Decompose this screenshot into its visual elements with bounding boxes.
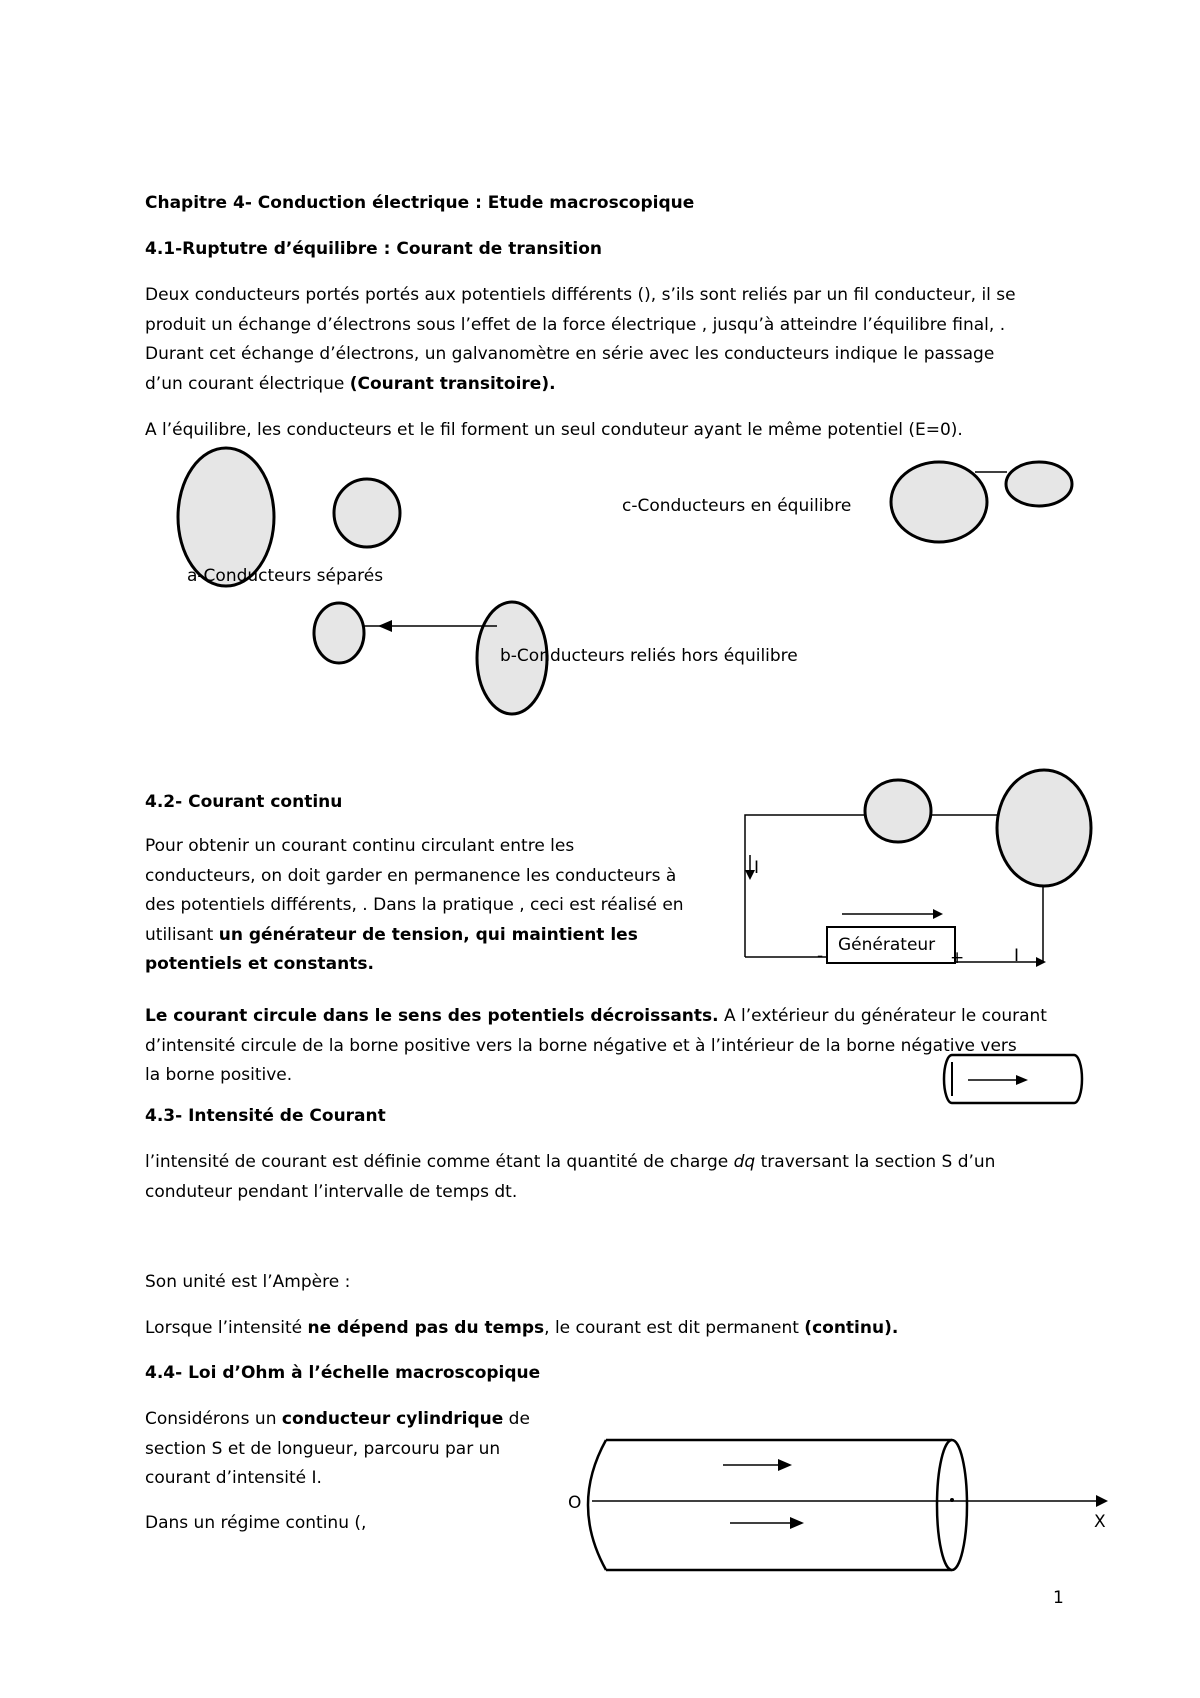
s41-line-4-text: d’un courant électrique bbox=[145, 373, 350, 394]
cylinder-arrowhead-top bbox=[778, 1459, 792, 1471]
label-b: b-Conducteurs reliés hors équilibre bbox=[500, 646, 798, 666]
section-4-1-equilibrium: A l’équilibre, les conducteurs et le fil forment un seul conduteur ayant le même potentiel (E=0). bbox=[145, 420, 963, 440]
cylinder-center-dot bbox=[950, 1498, 954, 1502]
s44-line-2: section S et de longueur, parcouru par un bbox=[145, 1438, 501, 1459]
s41-line-3: Durant cet échange d’électrons, un galvanomètre en série avec les conducteurs indique le passage bbox=[145, 344, 995, 364]
generator-minus: - bbox=[817, 946, 824, 966]
s42-line-3: des potentiels différents, . Dans la pratique , ceci est réalisé en bbox=[145, 895, 684, 915]
s42-line-5: potentiels et constants. bbox=[145, 954, 374, 974]
generator-plus: + bbox=[950, 948, 965, 968]
label-c: c-Conducteurs en équilibre bbox=[622, 496, 852, 516]
s43-line-2: conduteur pendant l’intervalle de temps dt. bbox=[145, 1181, 518, 1202]
s43-line-1-italic: dq bbox=[733, 1152, 756, 1172]
s42-line-2: conducteurs, on doit garder en permanence les conducteurs à bbox=[145, 865, 677, 886]
axis-x-label: X bbox=[1094, 1512, 1106, 1532]
s42-p2-line-3: la borne positive. bbox=[145, 1065, 293, 1085]
perm-bold: ne dépend pas du temps bbox=[307, 1318, 545, 1338]
cylinder-arrowhead-bottom bbox=[790, 1517, 804, 1529]
perm-b: , le courant est dit permanent bbox=[544, 1318, 805, 1338]
s43-line-1-b: traversant la section S d’un bbox=[755, 1152, 996, 1172]
s44-line-1-b: de bbox=[503, 1409, 530, 1429]
s44-line-1-a: Considérons un bbox=[145, 1409, 282, 1429]
perm-bold-2: (continu). bbox=[804, 1318, 899, 1338]
generator-label: Générateur bbox=[838, 935, 936, 955]
label-a: a-Conducteurs séparés bbox=[187, 566, 384, 586]
s44-line-1-bold: conducteur cylindrique bbox=[281, 1409, 504, 1429]
cylinder-end bbox=[937, 1440, 967, 1570]
section-4-3-title: 4.3- Intensité de Courant bbox=[145, 1106, 386, 1126]
s42-line-4-bold: un générateur de tension, qui maintient les bbox=[218, 924, 638, 945]
current-label-bottom: I bbox=[1014, 946, 1020, 966]
section-4-1-title: 4.1-Ruptutre d’équilibre : Courant de transition bbox=[145, 239, 602, 259]
s42-line-1: Pour obtenir un courant continu circulant entre les bbox=[145, 836, 575, 856]
s42-p2-rest: A l’extérieur du générateur le courant bbox=[718, 1006, 1047, 1026]
s44-line-3: courant d’intensité I. bbox=[145, 1468, 322, 1488]
cylinder-axis-arrowhead bbox=[1096, 1495, 1108, 1507]
section-4-2-title: 4.2- Courant continu bbox=[145, 792, 343, 812]
s42-p2-line-2: d’intensité circule de la borne positive vers la borne négative et à l’intérieur de la borne négative vers bbox=[145, 1035, 1017, 1056]
cylinder-outline bbox=[588, 1440, 952, 1570]
s41-line-4-bold: (Courant transitoire). bbox=[349, 373, 556, 394]
axis-origin-label: O bbox=[568, 1493, 582, 1513]
unit-line: Son unité est l’Ampère : bbox=[145, 1272, 351, 1292]
s43-line-1-a: l’intensité de courant est définie comme étant la quantité de charge bbox=[145, 1152, 734, 1172]
s42-p2-bold: Le courant circule dans le sens des potentiels décroissants. bbox=[145, 1006, 719, 1026]
section-4-4-title: 4.4- Loi d’Ohm à l’échelle macroscopique bbox=[145, 1363, 541, 1383]
chapter-title: Chapitre 4- Conduction électrique : Etude macroscopique bbox=[145, 193, 695, 213]
current-label-left: I bbox=[754, 858, 760, 878]
page-number: 1 bbox=[1053, 1588, 1064, 1608]
s41-line-2: produit un échange d’électrons sous l’effet de la force électrique , jusqu’à atteindre l’équilibre final, . bbox=[145, 314, 1006, 335]
perm-a: Lorsque l’intensité bbox=[145, 1318, 308, 1338]
s44-line-4: Dans un régime continu (, bbox=[145, 1513, 367, 1533]
s42-line-4-text: utilisant bbox=[145, 924, 219, 945]
s41-line-1: Deux conducteurs portés portés aux potentiels différents (), s’ils sont reliés par un fil conducteur, il se bbox=[145, 285, 1016, 305]
